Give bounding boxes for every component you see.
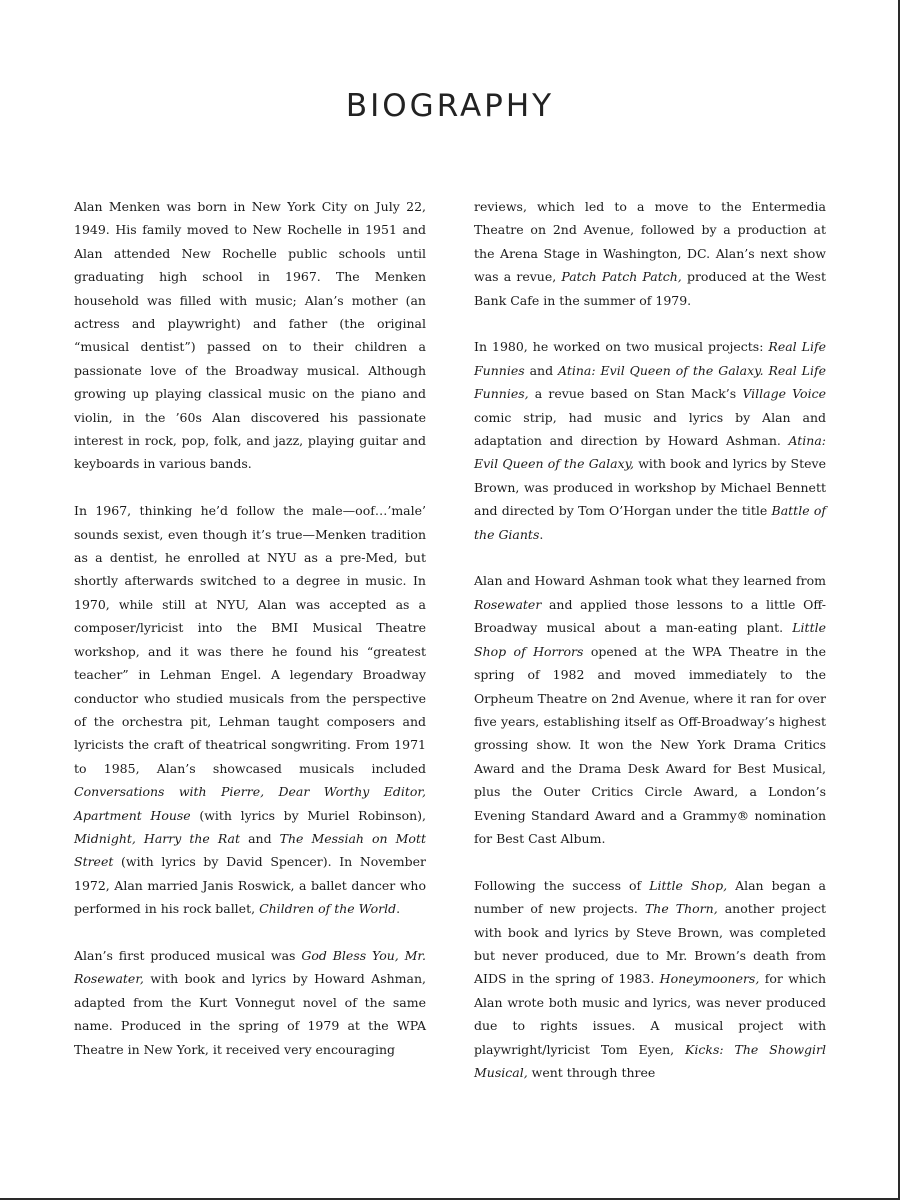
italic-title-text: Little Shop of Horrors	[474, 620, 826, 659]
text-run: .	[396, 901, 401, 917]
page-title: BIOGRAPHY	[345, 88, 555, 124]
text-run: In 1980, he worked on two musical projects:	[474, 339, 769, 355]
italic-title-text: Kicks: The Showgirl Musical,	[474, 1041, 826, 1080]
italic-title-text: God Bless You, Mr. Rosewater,	[74, 947, 426, 987]
left-column	[74, 195, 426, 1061]
text-run: a revue based on Stan Mack’s	[528, 386, 743, 402]
paragraph	[474, 195, 826, 312]
right-column	[474, 195, 826, 1084]
text-run: .	[539, 526, 544, 542]
text-run: opened at the WPA Theatre in the spring of 1982 and moved immediately to the Orpheum Theatre on 2nd Avenue, where it ran for over five years, establishing itself as Off-Broadway’s highest grossing show. It won the New York Drama Critics Award and the Drama Desk Award for Best Musical, plus the Outer Critics Circle Award, a London’s Evening Standard Award and a Grammy® nomination for Best Cast Album.	[474, 643, 826, 846]
text-run: reviews, which led to a move to the Entermedia Theatre on 2nd Avenue, followed by a production at the Arena Stage in Washington, DC. Alan’s next show was a revue,	[474, 199, 826, 285]
text-run: and	[524, 362, 559, 378]
text-run: Alan Menken was born in New York City on July 22, 1949. His family moved to New Rochelle in 1951 and Alan attended New Rochelle public schools until graduating high school in 1967. The Menken household was filled with music; Alan’s mother (an actress and playwright) and father (the original “musical dentist”) passed on to their children a passionate love of the Broadway musical. Although growing up playing classical music on the piano and violin, in the ’60s Alan discovered his passionate interest in rock, pop, folk, and jazz, playing guitar and keyboards in various bands.	[74, 199, 426, 472]
italic-title-text: Children of the World	[259, 901, 397, 917]
paragraph	[474, 335, 826, 546]
text-run: with book and lyrics by Steve Brown, was produced in workshop by Michael Bennett and directed by Tom O’Horgan under the title	[474, 456, 826, 519]
paragraph	[74, 944, 426, 1061]
paragraph	[474, 874, 826, 1085]
italic-title-text: Battle of the Giants	[474, 503, 826, 542]
text-run: and	[240, 830, 280, 846]
text-run: (with lyrics by Muriel Robinson),	[190, 807, 426, 823]
text-run: produced at the West Bank Cafe in the summer of 1979.	[474, 269, 826, 308]
paragraph	[74, 195, 426, 476]
text-run: Alan began a number of new projects.	[474, 877, 827, 917]
italic-title-text: Conversations with Pierre, Dear Worthy Editor, Apartment House	[74, 784, 426, 823]
text-run: Alan and Howard Ashman took what they learned from	[474, 573, 826, 589]
italic-title-text: Atina: Evil Queen of the Galaxy. Real Life Funnies,	[474, 362, 827, 402]
text-run: and applied those lessons to a little Off-Broadway musical about a man-eating plant.	[474, 596, 826, 636]
italic-title-text: Village Voice	[742, 386, 826, 402]
text-run: comic strip, had music and lyrics by Alan and adaptation and direction by Howard Ashman.	[474, 409, 826, 449]
paragraph	[74, 499, 426, 920]
text-run: went through three	[527, 1064, 656, 1080]
text-run: Following the success of	[474, 877, 650, 893]
italic-title-text: Little Shop,	[649, 877, 728, 893]
italic-title-text: The Messiah on Mott Street	[74, 830, 427, 870]
text-run: for which Alan wrote both music and lyrics, was never produced due to rights issues. A musical project with playwright/lyricist Tom Eyen,	[474, 971, 826, 1057]
text-run: Alan’s first produced musical was	[74, 947, 302, 963]
italic-title-text: Rosewater	[474, 596, 542, 612]
text-run: In 1967, thinking he’d follow the male—oof…’male’ sounds sexist, even though it’s true—Menken tradition as a dentist, he enrolled at NYU as a pre-Med, but shortly afterwards switched to a degree in music. In 1970, while still at NYU, Alan was accepted as a composer/lyricist into the BMI Musical Theatre workshop, and it was there he found his “greatest teacher” in Lehman Engel. A legendary Broadway conductor who studied musicals from the perspective of the orchestra pit, Lehman taught composers and lyricists the craft of theatrical songwriting. From 1971 to 1985, Alan’s showcased musicals included	[74, 503, 426, 776]
italic-title-text: Real Life Funnies	[474, 339, 827, 378]
italic-title-text: Honeymooners,	[659, 971, 760, 987]
text-run: with book and lyrics by Howard Ashman, adapted from the Kurt Vonnegut novel of the same name. Produced in the spring of 1979 at the WPA Theatre in New York, it received very encouraging	[74, 971, 426, 1057]
text-run: (with lyrics by David Spencer). In November 1972, Alan married Janis Roswick, a ballet dancer who performed in his rock ballet,	[74, 854, 426, 917]
paragraph	[474, 569, 826, 850]
italic-title-text: Patch Patch Patch,	[561, 269, 682, 285]
italic-title-text: Atina: Evil Queen of the Galaxy,	[474, 433, 826, 472]
text-run: another project with book and lyrics by Steve Brown, was completed but never produced, due to Mr. Brown’s death from AIDS in the spring of 1983.	[474, 901, 827, 987]
italic-title-text: Midnight, Harry the Rat	[74, 830, 241, 846]
italic-title-text: The Thorn,	[644, 901, 718, 917]
